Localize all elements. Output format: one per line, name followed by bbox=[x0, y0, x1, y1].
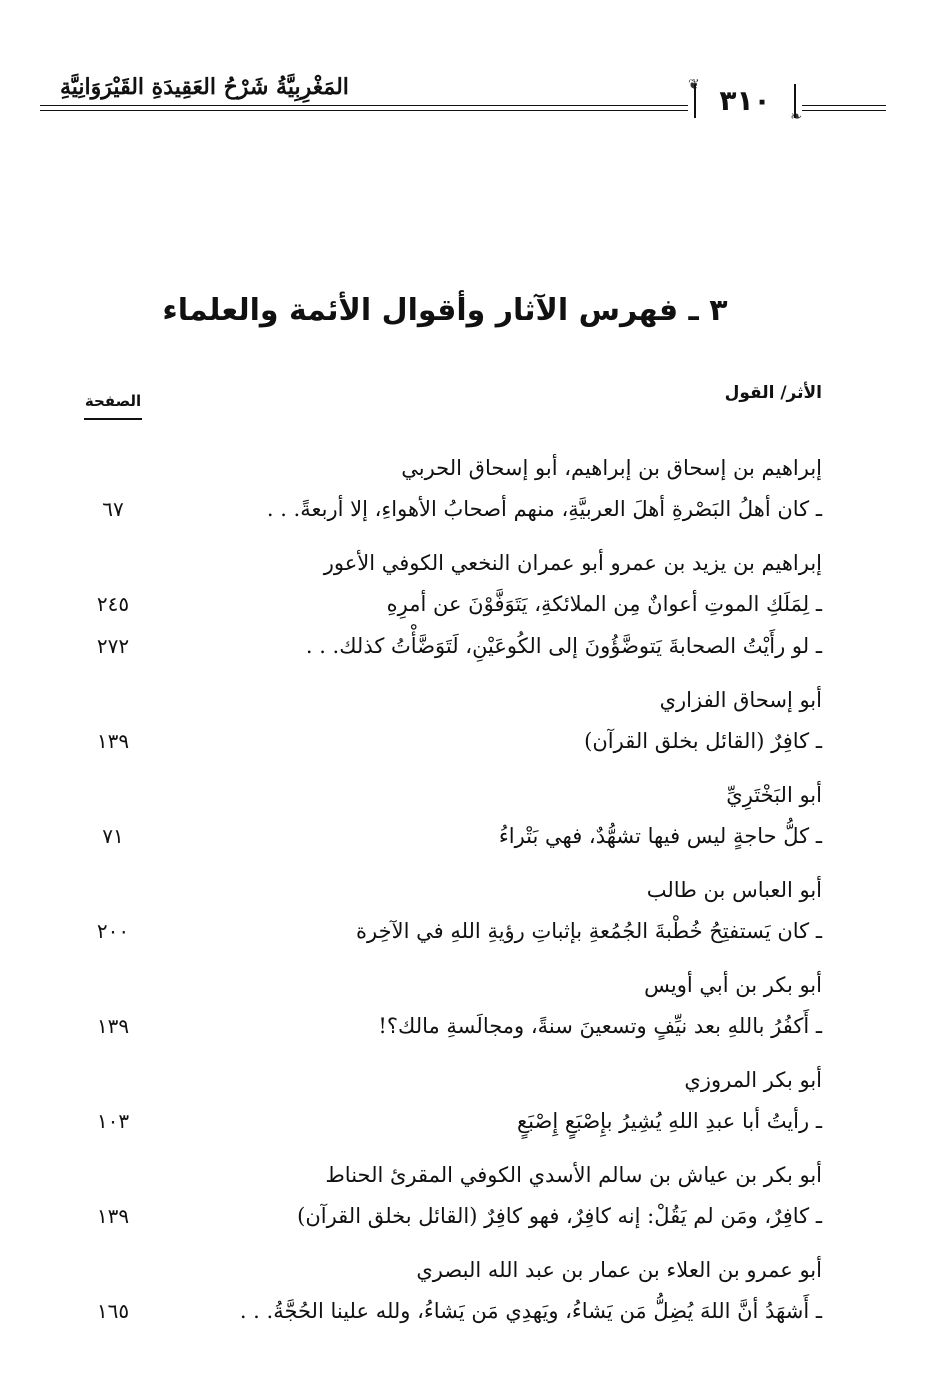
quote-text: ـ كلُّ حاجةٍ ليس فيها تشهُّدٌ، فهي بَتْراءُ bbox=[498, 824, 822, 848]
header-book-title: المَغْرِبِيَّةُ شَرْحُ العَقِيدَةِ القَيْرَوَانِيَّةِ bbox=[52, 74, 357, 100]
index-entry bbox=[84, 775, 822, 857]
entry-name: أبو بكر المروزي bbox=[684, 1068, 822, 1092]
entry-name: أبو إسحاق الفزاري bbox=[659, 688, 822, 712]
entry-name: إبراهيم بن يزيد بن عمرو أبو عمران النخعي الكوفي الأعور bbox=[323, 551, 822, 575]
quote-text: ـ كافِرٌ، ومَن لم يَقُلْ: إنه كافِرٌ، فهو كافِرٌ (القائل بخلق القرآن) bbox=[297, 1204, 822, 1228]
quote-text: ـ كان يَستفتِحُ خُطْبةَ الجُمُعةِ بإثباتِ رؤيةِ اللهِ في الآخِرة bbox=[356, 919, 822, 943]
entry-name: إبراهيم بن إسحاق بن إبراهيم، أبو إسحاق الحربي bbox=[401, 456, 822, 480]
column-header-page: الصفحة bbox=[84, 392, 142, 420]
entry-name: أبو العباس بن طالب bbox=[646, 878, 822, 902]
quote-text: ـ كان أهلُ البَصْرةِ أهلَ العربيَّةِ، منهم أصحابُ الأهواءِ، إلا أربعةً. . . bbox=[266, 497, 822, 521]
index-entry bbox=[84, 1250, 822, 1332]
index-entry bbox=[84, 965, 822, 1047]
quote-row bbox=[84, 910, 822, 952]
page-reference: ١٣٩ bbox=[96, 1014, 130, 1038]
page-reference: ١٣٩ bbox=[96, 1204, 130, 1228]
quote-text: ـ لو رأَيْتُ الصحابةَ يَتوضَّؤُونَ إلى الكُوعَيْنِ، لَتَوَضَّأْتُ كذلك. . . bbox=[305, 634, 822, 658]
index-body bbox=[84, 448, 822, 1332]
running-header bbox=[40, 68, 886, 136]
page-number: ٣١٠ bbox=[719, 84, 771, 117]
quote-text: ـ لِمَلَكِ الموتِ أعوانٌ مِن الملائكةِ، يَتَوَفَّوْنَ عن أمرِهِ bbox=[386, 592, 822, 616]
quote-row bbox=[84, 625, 822, 667]
entry-name: أبو بكر بن أبي أويس bbox=[644, 973, 822, 997]
floral-ornament-icon: ❦ bbox=[688, 77, 700, 93]
entry-name: أبو بكر بن عياش بن سالم الأسدي الكوفي المقرئ الحناط bbox=[325, 1163, 822, 1187]
quote-text: ـ كافِرٌ (القائل بخلق القرآن) bbox=[584, 729, 822, 753]
quote-row bbox=[84, 1195, 822, 1237]
quote-row bbox=[84, 583, 822, 625]
section-heading: ٣ ـ فهرس الآثار وأقوال الأئمة والعلماء bbox=[162, 293, 728, 328]
page-reference: ١٦٥ bbox=[96, 1299, 130, 1323]
quote-row bbox=[84, 720, 822, 762]
entry-name: أبو البَخْتَرِيِّ bbox=[726, 783, 822, 807]
quote-text: ـ أَكفُرُ باللهِ بعد نيِّفٍ وتسعينَ سنةً، ومجالَسةِ مالك؟! bbox=[378, 1014, 822, 1038]
page-reference: ٦٧ bbox=[102, 497, 124, 521]
quote-row bbox=[84, 1005, 822, 1047]
index-entry bbox=[84, 1155, 822, 1237]
page-reference: ٢٧٢ bbox=[96, 634, 130, 658]
page-reference: ٢٤٥ bbox=[96, 592, 130, 616]
quote-row bbox=[84, 1100, 822, 1142]
index-entry bbox=[84, 870, 822, 952]
index-entry bbox=[84, 680, 822, 762]
column-header-quote: الأثر/ القول bbox=[724, 383, 822, 403]
page-reference: ١٠٣ bbox=[96, 1109, 130, 1133]
page-reference: ٧١ bbox=[102, 824, 124, 848]
quote-row bbox=[84, 1290, 822, 1332]
page-number-box bbox=[688, 78, 802, 124]
page-reference: ٢٠٠ bbox=[96, 919, 130, 943]
index-entry bbox=[84, 1060, 822, 1142]
quote-text: ـ رأيتُ أبا عبدِ اللهِ يُشِيرُ بإِصْبَعٍ إِصْبَعٍ bbox=[516, 1109, 822, 1133]
entry-name: أبو عمرو بن العلاء بن عمار بن عبد الله البصري bbox=[416, 1258, 822, 1282]
page-reference: ١٣٩ bbox=[96, 729, 130, 753]
index-entry bbox=[84, 543, 822, 667]
index-entry bbox=[84, 448, 822, 530]
floral-ornament-icon: ❧ bbox=[790, 109, 802, 125]
quote-row bbox=[84, 815, 822, 857]
quote-row bbox=[84, 488, 822, 530]
quote-text: ـ أَشهَدُ أنَّ اللهَ يُضِلُّ مَن يَشاءُ، ويَهدِي مَن يَشاءُ، ولله علينا الحُجَّةُ. . . bbox=[239, 1299, 822, 1323]
